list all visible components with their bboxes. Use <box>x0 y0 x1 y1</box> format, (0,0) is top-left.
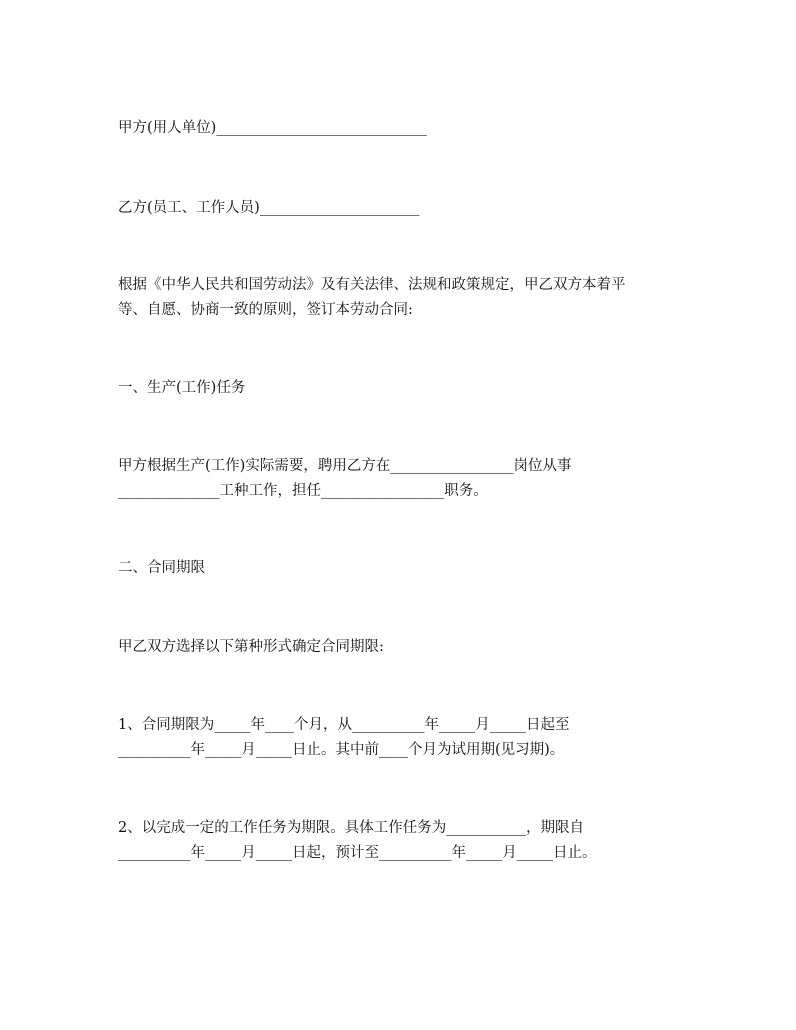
party-b-line: 乙方(员工、工作人员)______________________ <box>118 200 420 216</box>
section2-intro: 甲乙双方选择以下第种形式确定合同期限: <box>118 639 384 655</box>
section1-heading: 一、生产(工作)任务 <box>118 380 246 396</box>
section1-line-1: 甲方根据生产(工作)实际需要，聘用乙方在_________________岗位从事 <box>118 458 572 474</box>
item1-line-2: __________年_____月_____日止。其中前____个月为试用期(见习期)。 <box>118 742 565 758</box>
item2-line-1: 2、以完成一定的工作任务为期限。具体工作任务为___________，期限自 <box>118 820 584 836</box>
item1-line-1: 1、合同期限为_____年____个月，从__________年_____月_____日起至 <box>118 717 570 733</box>
section2-heading: 二、合同期限 <box>118 560 205 576</box>
item2-line-2: __________年_____月_____日起，预计至__________年_____月_____日止。 <box>118 845 597 861</box>
section1-line-2: ______________工种工作，担任_________________职务。 <box>118 483 488 499</box>
preamble-line-2: 等、自愿、协商一致的原则，签订本劳动合同: <box>118 302 413 318</box>
preamble-line-1: 根据《中华人民共和国劳动法》及有关法律、法规和政策规定，甲乙双方本着平 <box>118 277 626 293</box>
party-a-line: 甲方(用人单位)_____________________________ <box>118 120 427 136</box>
